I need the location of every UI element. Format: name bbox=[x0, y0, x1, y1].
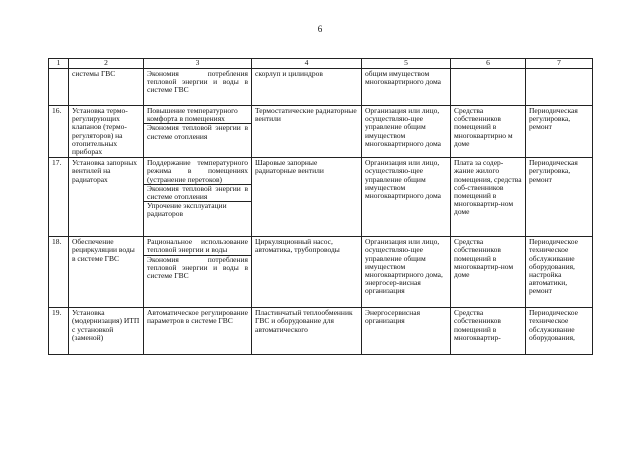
equipment: Шаровые запорные радиаторные вентили bbox=[252, 158, 362, 237]
measure-name: Обеспечение рециркуляции воды в системе ГВС bbox=[69, 237, 144, 308]
effect-item: Повышение температурного комфорта в помещениях bbox=[147, 106, 238, 124]
executor: Организация или лицо, осуществляю-щее управление общим имуществом многоквартирного дома, энергосер-висная организация bbox=[362, 237, 451, 308]
funding-source: Средства собственников помещений в многоквартирно м доме bbox=[451, 106, 526, 158]
col-header: 2 bbox=[69, 59, 144, 69]
row-number: 16. bbox=[49, 106, 69, 158]
effect-item: Упрочение эксплуатации радиаторов bbox=[144, 201, 251, 218]
measure-name: Установка термо-регулирующих клапанов (термо-регуляторов) на отопительных приборах bbox=[69, 106, 144, 158]
row-number: 18. bbox=[49, 237, 69, 308]
executor: Энергосервисная организация bbox=[362, 308, 451, 355]
col-header: 6 bbox=[451, 59, 526, 69]
table-row bbox=[49, 237, 593, 308]
col-header: 4 bbox=[252, 59, 362, 69]
effect-item: Экономия тепловой энергии в системе отопления bbox=[144, 184, 251, 201]
table-row bbox=[49, 308, 593, 355]
row-number bbox=[49, 69, 69, 106]
maintenance: Периодическая регулировка, ремонт bbox=[526, 106, 593, 158]
maintenance bbox=[526, 69, 593, 106]
effect-item: Экономия тепловой энергии в системе отопления bbox=[144, 123, 251, 140]
funding-source: Плата за содер-жание жилого помещения, средства соб-ственников помещений в многоквартир-ном доме bbox=[451, 158, 526, 237]
executor: общим имуществом многоквартирного дома bbox=[362, 69, 451, 106]
executor: Организация или лицо, осуществляю-щее управление общим имуществом многоквартирного дома bbox=[362, 158, 451, 237]
table-row bbox=[49, 158, 593, 237]
page-number: 6 bbox=[317, 24, 323, 34]
measure-effects bbox=[144, 237, 252, 308]
effect-item: Автоматическое регулирование параметров в системе ГВС bbox=[147, 308, 248, 326]
row-number: 17. bbox=[49, 158, 69, 237]
measure-name: Установка запорных вентилей на радиаторах bbox=[69, 158, 144, 237]
col-header: 3 bbox=[144, 59, 252, 69]
equipment: скорлуп и цилиндров bbox=[252, 69, 362, 106]
row-number: 19. bbox=[49, 308, 69, 355]
measure-name: Установка (модернизация) ИТП с установкой (заменой) bbox=[69, 308, 144, 355]
measure-effects bbox=[144, 158, 252, 237]
measure-effects bbox=[144, 308, 252, 355]
effect-item: Экономия потребления тепловой энергии и воды в системе ГВС bbox=[147, 69, 248, 95]
measure-effects bbox=[144, 69, 252, 106]
effect-item: Рациональное использование тепловой энергии и воды bbox=[147, 237, 248, 255]
effect-item: Поддержание температурного режима в помещениях (устранение перетоков) bbox=[147, 158, 248, 184]
funding-source bbox=[451, 69, 526, 106]
measure-name: системы ГВС bbox=[69, 69, 144, 106]
col-header: 7 bbox=[526, 59, 593, 69]
col-header: 1 bbox=[49, 59, 69, 69]
col-header: 5 bbox=[362, 59, 451, 69]
table-row bbox=[49, 106, 593, 158]
equipment: Циркуляционный насос, автоматика, трубопроводы bbox=[252, 237, 362, 308]
header-row bbox=[49, 59, 593, 69]
funding-source: Средства собственников помещений в многоквартир- bbox=[451, 308, 526, 355]
effect-item: Экономия потребления тепловой энергии и воды в системе ГВС bbox=[144, 255, 251, 281]
equipment: Термостатические радиаторные вентили bbox=[252, 106, 362, 158]
measures-table bbox=[48, 58, 593, 355]
maintenance: Периодическая регулировка, ремонт bbox=[526, 158, 593, 237]
executor: Организация или лицо, осуществляю-щее управление общим имуществом многоквартирного дома bbox=[362, 106, 451, 158]
funding-source: Средства собственников помещений в многоквартир-ном доме bbox=[451, 237, 526, 308]
maintenance: Периодическое техническое обслуживание оборудования, настройка автоматики, ремонт bbox=[526, 237, 593, 308]
table-row bbox=[49, 69, 593, 106]
equipment: Пластинчатый теплообменник ГВС и оборудование для автоматического bbox=[252, 308, 362, 355]
maintenance: Периодическое техническое обслуживание оборудования, bbox=[526, 308, 593, 355]
measure-effects bbox=[144, 106, 252, 158]
